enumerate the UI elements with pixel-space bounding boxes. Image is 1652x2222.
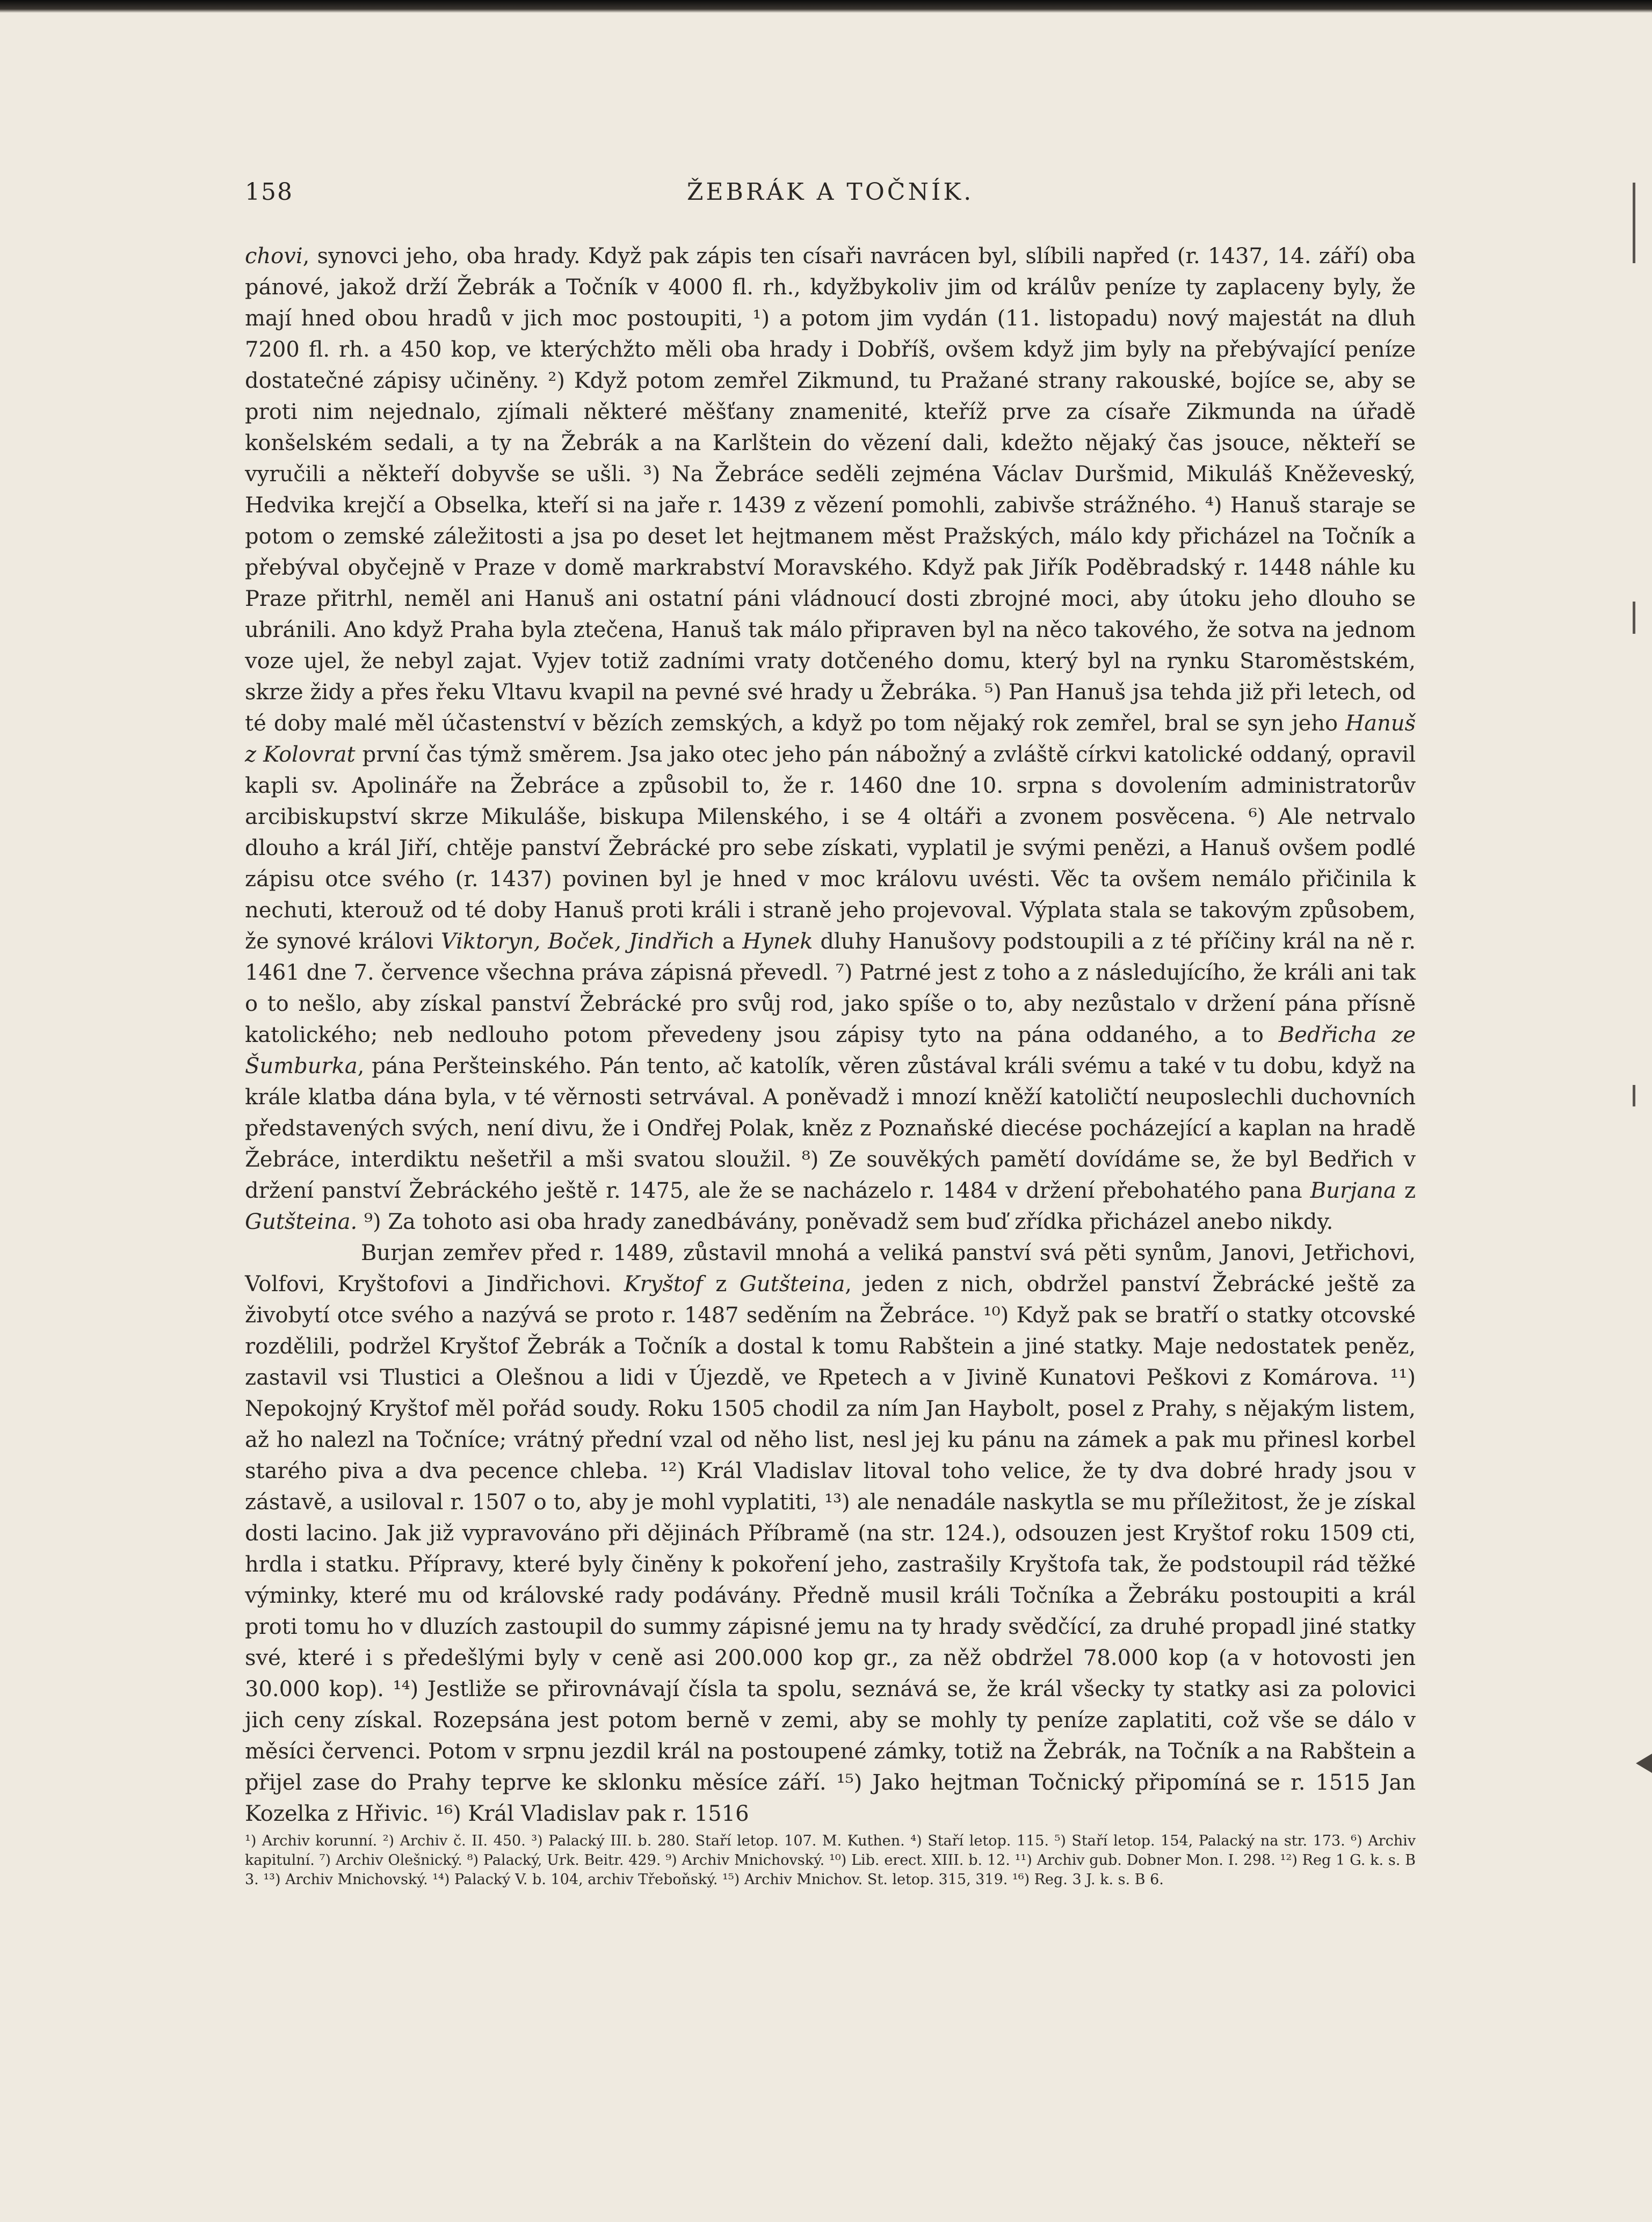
- footnotes: [245, 1832, 1416, 1890]
- text-run: , jeden z nich, obdržel panství Žebrácké ještě za živobytí otce svého a nazývá se proto r. 1487 seděním na Žebráce. ¹⁰) Když pak se bratří o statky otcovské rozdělili, podržel Kryštof Žebrák a Točník a dostal k tomu Rabštein a jiné statky. Maje nedostatek peněz, zastavil vsi Tlustici a Olešnou a lidi v Újezdě, ve Rpetech a v Jivině Kunatovi Peškovi z Komárova. ¹¹) Nepokojný Kryštof měl pořád soudy. Roku 1505 chodil za ním Jan Haybolt, posel z Prahy, s nějakým listem, až ho nalezl na Točníce; vrátný přední vzal od něho list, nesl jej ku pánu na zámek a pak mu přinesl korbel starého piva a dva pecence chleba. ¹²) Král Vladislav litoval toho velice, že ty dva dobré hrady jsou v zástavě, a usiloval r. 1507 o to, aby je mohl vyplatiti, ¹³) ale nenadále naskytla se mu příležitost, že je získal dosti lacino. Jak již vypravováno při dějinách Příbramě (na str. 124.), odsouzen jest Kryštof roku 1509 cti, hrdla i statku. Přípravy, které byly činěny k pokoření jeho, zastrašily Kryštofa tak, že podstoupil rád těžké výminky, které mu od královské rady podávány. Předně musil králi Točníka a Žebráku postoupiti a král proti tomu ho v dluzích zastoupil do summy zápisné jemu na ty hrady svědčící, za druhé propadl jiné statky své, které i s předešlými byly v ceně asi 200.000 kop gr., za něž obdržel 78.000 kop (a v hotovosti jen 30.000 kop). ¹⁴) Jestliže se přirovnávají čísla ta spolu, seznává se, že král všecky ty statky asi za polovici jich ceny získal. Rozepsána jest potom berně v zemi, aby se mohly ty peníze zaplatiti, což vše se dálo v měsíci červenci. Potom v srpnu jezdil král na postoupené zámky, totiž na Žebrák, na Točník a na Rabštein a přijel zase do Prahy teprve ke sklonku měsíce září. ¹⁵) Jako hejtman Točnický připomíná se r. 1515 Jan Kozelka z Hřivic. ¹⁶) Král Vladislav pak r. 1516: [245, 1272, 1416, 1826]
- italic-name-text: Hynek: [742, 929, 813, 954]
- italic-name-text: chovi: [245, 244, 303, 269]
- page-turn-arrow-icon[interactable]: [1636, 1754, 1652, 1773]
- text-run: první čas týmž směrem. Jsa jako otec jeho pán nábožný a zvláště církvi katolické oddaný, opravil kapli sv. Apolináře na Žebráce a způsobil to, že r. 1460 dne 10. srpna s dovolením administratorův arcibiskupství skrze Mikuláše, biskupa Milenského, i se 4 oltáři a zvonem posvěcena. ⁶) Ale netrvalo dlouho a král Jiří, chtěje panství Žebrácké pro sebe získati, vyplatil je svými penězi, a Hanuš ovšem podlé zápisu otce svého (r. 1437) povinen byl je hned v moc královu uvésti. Věc ta ovšem nemálo přičinila k nechuti, kterouž od té doby Hanuš proti králi i straně jeho projevoval. Výplata stala se takovým způsobem, že synové královi: [245, 742, 1416, 954]
- italic-name-text: Gutšteina: [739, 1272, 845, 1297]
- italic-name-text: Viktoryn, Boček, Jindřich: [440, 929, 715, 954]
- scan-edge-shadow: [0, 0, 1652, 13]
- scan-binding-mark: [1633, 183, 1635, 263]
- body-text: [245, 241, 1416, 1829]
- page-number: 158: [245, 178, 293, 206]
- paragraph-1: [245, 241, 1416, 1237]
- italic-name-text: Burjana: [1310, 1178, 1396, 1203]
- scan-binding-mark: [1633, 602, 1635, 634]
- text-run: ⁹) Za tohoto asi oba hrady zanedbávány, poněvadž sem buď zřídka přicházel anebo nikdy.: [357, 1210, 1334, 1234]
- italic-name-text: Kryštof: [624, 1272, 703, 1297]
- paragraph-2: [245, 1237, 1416, 1829]
- scan-binding-mark: [1633, 1085, 1635, 1106]
- running-title: ŽEBRÁK A TOČNÍK.: [686, 178, 974, 206]
- text-run: a: [714, 929, 743, 954]
- italic-name-text: Hanuš z Kolovrat: [245, 711, 1416, 767]
- text-run: z: [1396, 1178, 1416, 1203]
- page-header: [245, 178, 1416, 216]
- text-run: dluhy Hanušovy podstoupili a z té příčiny král na ně r. 1461 dne 7. července všechna práva zápisná převedl. ⁷) Patrné jest z toho a z následujícího, že králi ani tak o to nešlo, aby získal panství Žebrácké pro svůj rod, jako spíše o to, aby nezůstalo v držení pána přísně katolického; neb nedlouho potom převedeny jsou zápisy tyto na pána oddaného, a to: [245, 929, 1416, 1047]
- footnote-text: ¹) Archiv korunní. ²) Archiv č. II. 450. ³) Palacký III. b. 280. Staří letop. 107. M. Kuthen. ⁴) Staří letop. 115. ⁵) Staří letop. 154, Palacký na str. 173. ⁶) Archiv kapitulní. ⁷) Archiv Olešnický. ⁸) Palacký, Urk. Beitr. 429. ⁹) Archiv Mnichovský. ¹⁰) Lib. erect. XIII. b. 12. ¹¹) Archiv gub. Dobner Mon. I. 298. ¹²) Reg 1 G. k. s. B 3. ¹³) Archiv Mnichovský. ¹⁴) Palacký V. b. 104, archiv Třeboňský. ¹⁵) Archiv Mnichov. St. letop. 315, 319. ¹⁶) Reg. 3 J. k. s. B 6.: [245, 1833, 1416, 1888]
- italic-name-text: Gutšteina.: [245, 1210, 358, 1234]
- text-run: , synovci jeho, oba hrady. Když pak zápis ten císaři navrácen byl, slíbili napřed (r. 1437, 14. září) oba pánové, jakož drží Žebrák a Točník v 4000 fl. rh., kdyžbykoliv jim od králův peníze ty zaplaceny byly, že mají hned obou hradů v jich moc postoupiti, ¹) a potom jim vydán (11. listopadu) nový majestát na dluh 7200 fl. rh. a 450 kop, ve kterýchžto měli oba hrady i Dobříš, ovšem když jim byly na přebývající peníze dostatečné zápisy učiněny. ²) Když potom zemřel Zikmund, tu Pražané strany rakouské, bojíce se, aby se proti nim nejednalo, zjímali některé měšťany znamenité, kteříž prve za císaře Zikmunda na úřadě konšelském sedali, a ty na Žebrák a na Karlštein do vězení dali, kdežto nějaký čas jsouce, někteří se vyručili a někteří dobyvše se ušli. ³) Na Žebráce seděli zejména Václav Duršmid, Mikuláš Kněževeský, Hedvika krejčí a Obselka, kteří si na jaře r. 1439 z vězení pomohli, zabivše strážného. ⁴) Hanuš staraje se potom o zemské záležitosti a jsa po deset let hejtmanem měst Pražských, málo kdy přicházel na Točník a přebýval obyčejně v Praze v domě markrabství Moravského. Když pak Jiřík Poděbradský r. 1448 náhle ku Praze přitrhl, neměl ani Hanuš ani ostatní páni vládnoucí dosti zbrojné moci, aby útoku jeho dlouho se ubránili. Ano když Praha byla ztečena, Hanuš tak málo připraven byl na něco takového, že sotva na jednom voze ujel, že nebyl zajat. Vyjev totiž zadními vraty dotčeného domu, který byl na rynku Staroměstském, skrze židy a přes řeku Vltavu kvapil na pevné své hrady u Žebráka. ⁵) Pan Hanuš jsa tehda již při letech, od té doby malé měl účastenství v bězích zemských, a když po tom nějaký rok zemřel, bral se syn jeho: [245, 244, 1416, 736]
- text-run: Burjan zemřev před r. 1489, zůstavil mnohá a veliká panství svá pěti synům, Janovi, Jetřichovi, Volfovi, Kryštofovi a Jindřichovi.: [245, 1241, 1416, 1297]
- text-run: z: [702, 1272, 740, 1297]
- italic-name-text: Bedřicha ze Šumburka: [245, 1023, 1416, 1079]
- text-run: , pána Peršteinského. Pán tento, ač katolík, věren zůstával králi svému a také v tu dobu, když na krále klatba dána byla, v té věrnosti setrvával. A poněvadž i mnozí kněží katoličtí neuposlechli duchovních představených svých, není divu, že i Ondřej Polak, kněz z Poznaňské diecése pocházející a kaplan na hradě Žebráce, interdiktu nešetřil a mši svatou sloužil. ⁸) Ze souvěkých pamětí dovídáme se, že byl Bedřich v držení panství Žebráckého ještě r. 1475, ale že se nacházelo r. 1484 v držení přebohatého pana: [245, 1054, 1416, 1203]
